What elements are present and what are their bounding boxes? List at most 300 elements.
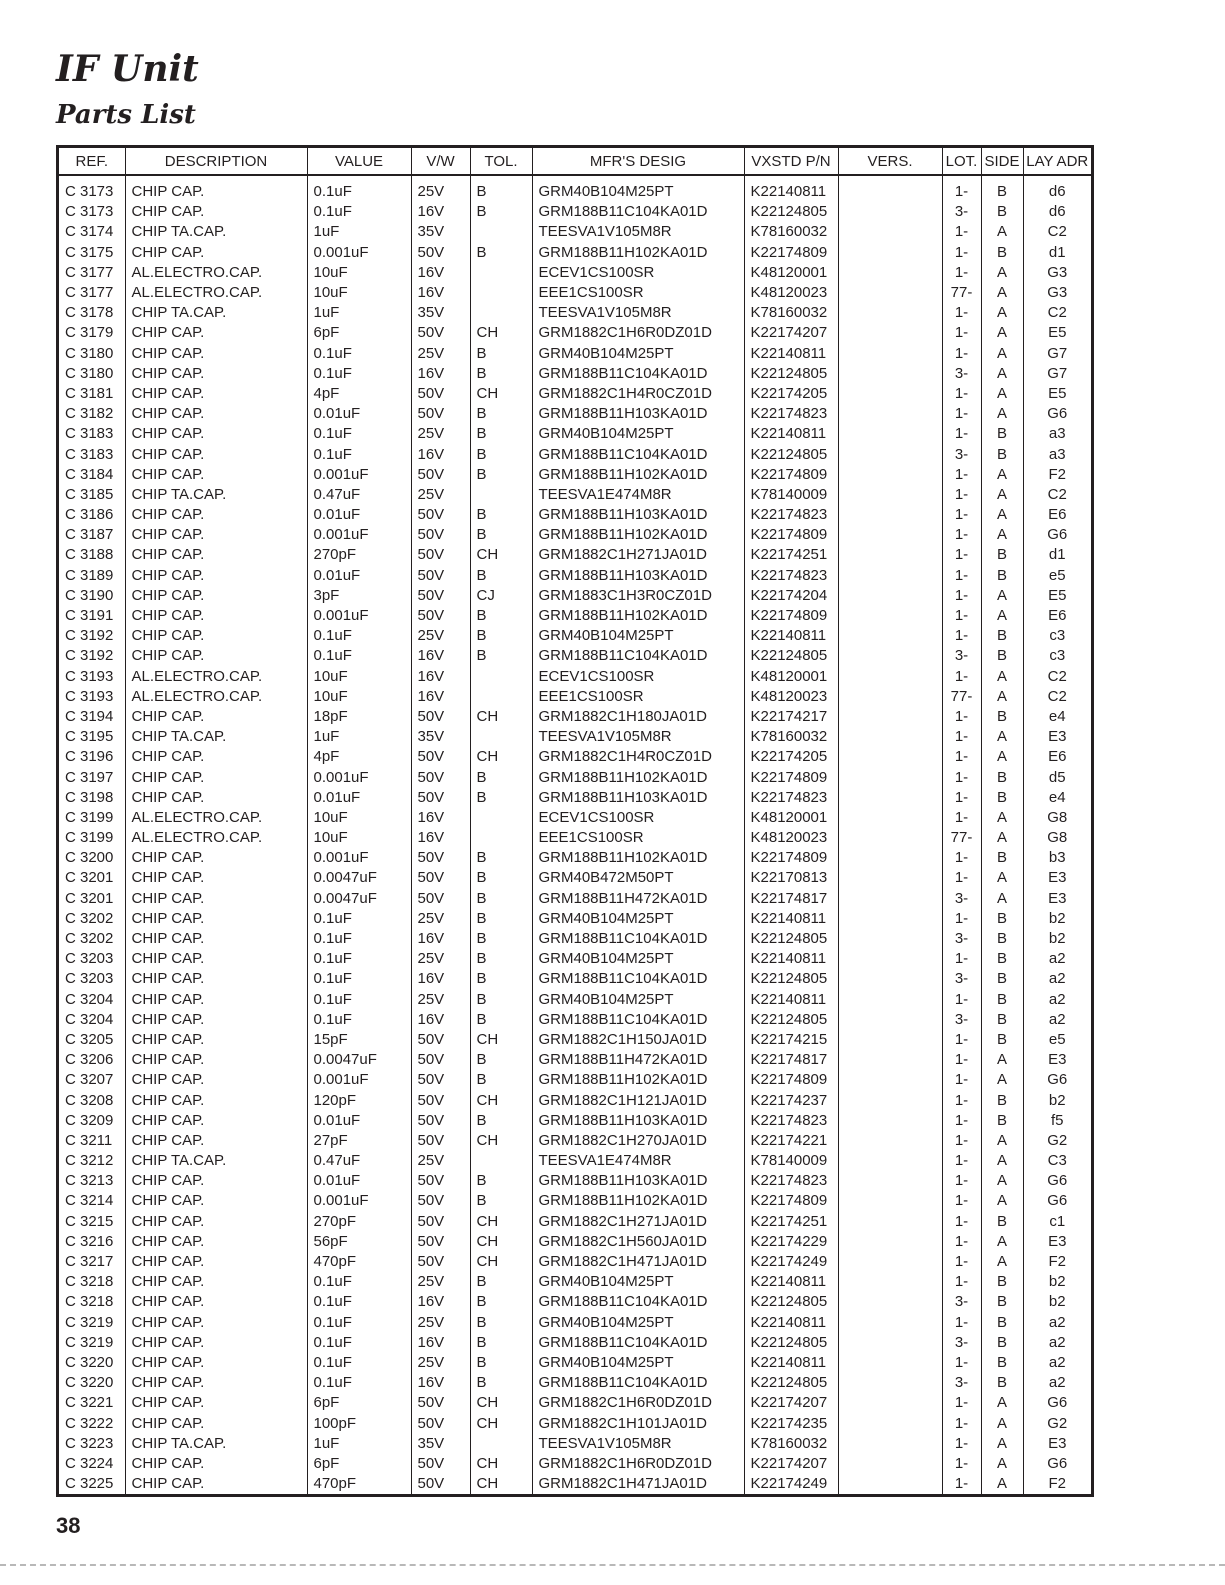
table-row xyxy=(59,606,1091,626)
cell-description: CHIP CAP. xyxy=(125,1333,307,1353)
cell-mfr-desig: GRM1882C1H4R0CZ01D xyxy=(532,384,744,404)
cell-ref: C 3177 xyxy=(59,283,125,303)
cell-vw: 50V xyxy=(411,243,470,263)
cell-tol: B xyxy=(470,1191,532,1211)
cell-side: A xyxy=(981,1393,1023,1413)
cell-vers xyxy=(838,646,942,666)
cell-side: B xyxy=(981,1353,1023,1373)
cell-description: CHIP TA.CAP. xyxy=(125,222,307,242)
cell-lay-adr: b2 xyxy=(1048,930,1066,948)
cell-lot: 3- xyxy=(942,1333,981,1353)
cell-vers xyxy=(838,626,942,646)
cell-mfr-desig: GRM188B11H103KA01D xyxy=(532,505,744,525)
cell-tol: CH xyxy=(470,384,532,404)
cell-value: 10uF xyxy=(307,808,411,828)
table-row xyxy=(59,303,1091,323)
cell-description: CHIP CAP. xyxy=(125,1454,307,1474)
cell-ref: C 3196 xyxy=(59,747,125,767)
cell-lot: 1- xyxy=(942,566,981,586)
cell-lay-adr: F2 xyxy=(1048,1253,1066,1271)
cell-value: 0.01uF xyxy=(307,1171,411,1191)
cell-lot: 1- xyxy=(942,707,981,727)
column-header-vers: VERS. xyxy=(838,148,942,175)
table-row xyxy=(59,788,1091,808)
cell-vw: 50V xyxy=(411,1212,470,1232)
cell-value: 1uF xyxy=(307,727,411,747)
cell-vw: 16V xyxy=(411,646,470,666)
cell-vers xyxy=(838,424,942,444)
cell-vxstd-pn: K78160032 xyxy=(744,727,838,747)
cell-tol xyxy=(470,687,532,707)
cell-value: 0.1uF xyxy=(307,444,411,464)
cell-value: 1uF xyxy=(307,222,411,242)
cell-side: A xyxy=(981,1131,1023,1151)
cell-ref: C 3214 xyxy=(59,1191,125,1211)
cell-mfr-desig: GRM188B11C104KA01D xyxy=(532,646,744,666)
cell-vers xyxy=(838,1171,942,1191)
cell-tol: B xyxy=(470,606,532,626)
cell-lot: 1- xyxy=(942,788,981,808)
cell-tol xyxy=(470,283,532,303)
cell-tol: B xyxy=(470,1353,532,1373)
cell-side: A xyxy=(981,1454,1023,1474)
cell-mfr-desig: GRM40B104M25PT xyxy=(532,424,744,444)
cell-ref: C 3203 xyxy=(59,969,125,989)
cell-value: 0.01uF xyxy=(307,404,411,424)
cell-lay-adr: e4 xyxy=(1048,707,1066,725)
page-number: 38 xyxy=(56,1513,81,1538)
table-row xyxy=(59,1272,1091,1292)
cell-tol: B xyxy=(470,344,532,364)
cell-mfr-desig: EEE1CS100SR xyxy=(532,828,744,848)
cell-tol: CH xyxy=(470,1413,532,1433)
table-row xyxy=(59,465,1091,485)
cell-description: CHIP CAP. xyxy=(125,1353,307,1373)
cell-tol: B xyxy=(470,889,532,909)
cell-lay-adr: E3 xyxy=(1048,728,1067,746)
cell-mfr-desig: GRM1882C1H6R0DZ01D xyxy=(532,323,744,343)
cell-vxstd-pn: K48120001 xyxy=(744,808,838,828)
cell-vers xyxy=(838,606,942,626)
cell-value: 0.1uF xyxy=(307,424,411,444)
cell-mfr-desig: GRM40B104M25PT xyxy=(532,1313,744,1333)
cell-vxstd-pn: K48120001 xyxy=(744,263,838,283)
cell-ref: C 3181 xyxy=(59,384,125,404)
cell-ref: C 3180 xyxy=(59,364,125,384)
cell-value: 0.1uF xyxy=(307,1010,411,1030)
cell-lot: 1- xyxy=(942,1050,981,1070)
cell-mfr-desig: GRM1882C1H560JA01D xyxy=(532,1232,744,1252)
cell-ref: C 3223 xyxy=(59,1434,125,1454)
cell-vers xyxy=(838,1272,942,1292)
cell-mfr-desig: TEESVA1V105M8R xyxy=(532,303,744,323)
cell-ref: C 3199 xyxy=(59,828,125,848)
cell-ref: C 3173 xyxy=(59,182,125,202)
cell-vers xyxy=(838,384,942,404)
cell-vw: 50V xyxy=(411,1252,470,1272)
cell-vers xyxy=(838,404,942,424)
cell-side: B xyxy=(981,767,1023,787)
cell-value: 270pF xyxy=(307,1212,411,1232)
cell-lot: 1- xyxy=(942,909,981,929)
cell-mfr-desig: GRM188B11H102KA01D xyxy=(532,243,744,263)
cell-side: A xyxy=(981,364,1023,384)
cell-tol: B xyxy=(470,202,532,222)
table-row xyxy=(59,485,1091,505)
cell-vw: 50V xyxy=(411,323,470,343)
cell-description: CHIP CAP. xyxy=(125,1232,307,1252)
cell-ref: C 3192 xyxy=(59,626,125,646)
cell-vw: 25V xyxy=(411,1272,470,1292)
cell-lot: 1- xyxy=(942,1212,981,1232)
table-row xyxy=(59,868,1091,888)
cell-lot: 3- xyxy=(942,1373,981,1393)
cell-ref: C 3220 xyxy=(59,1353,125,1373)
page-edge-divider xyxy=(0,1564,1225,1566)
cell-side: A xyxy=(981,606,1023,626)
table-row xyxy=(59,1373,1091,1393)
cell-mfr-desig: GRM188B11C104KA01D xyxy=(532,444,744,464)
cell-mfr-desig: GRM40B104M25PT xyxy=(532,949,744,969)
cell-tol: B xyxy=(470,404,532,424)
table-row xyxy=(59,1070,1091,1090)
cell-vers xyxy=(838,303,942,323)
cell-side: B xyxy=(981,1333,1023,1353)
cell-description: CHIP CAP. xyxy=(125,1191,307,1211)
cell-lay-adr: a2 xyxy=(1048,970,1066,988)
cell-value: 0.001uF xyxy=(307,525,411,545)
cell-vers xyxy=(838,889,942,909)
cell-lot: 77- xyxy=(942,283,981,303)
cell-vw: 50V xyxy=(411,606,470,626)
cell-side: A xyxy=(981,667,1023,687)
cell-vw: 16V xyxy=(411,1292,470,1312)
cell-side: A xyxy=(981,747,1023,767)
cell-description: CHIP CAP. xyxy=(125,1030,307,1050)
cell-vers xyxy=(838,929,942,949)
cell-ref: C 3197 xyxy=(59,767,125,787)
cell-lot: 1- xyxy=(942,1313,981,1333)
cell-tol: B xyxy=(470,243,532,263)
cell-lay-adr: c3 xyxy=(1049,627,1066,645)
cell-side: B xyxy=(981,1010,1023,1030)
cell-description: CHIP CAP. xyxy=(125,788,307,808)
cell-description: CHIP CAP. xyxy=(125,969,307,989)
cell-vxstd-pn: K22174809 xyxy=(744,465,838,485)
cell-vers xyxy=(838,566,942,586)
cell-lay-adr: d1 xyxy=(1048,546,1066,564)
cell-vers xyxy=(838,687,942,707)
cell-vxstd-pn: K22124805 xyxy=(744,1010,838,1030)
cell-vers xyxy=(838,909,942,929)
cell-value: 0.0047uF xyxy=(307,889,411,909)
cell-vw: 50V xyxy=(411,1413,470,1433)
column-header-mfr-desig: MFR'S DESIG xyxy=(532,148,744,175)
cell-lot: 1- xyxy=(942,1171,981,1191)
cell-tol: B xyxy=(470,1171,532,1191)
cell-lay-adr: G6 xyxy=(1047,526,1068,544)
cell-vw: 25V xyxy=(411,424,470,444)
cell-value: 0.1uF xyxy=(307,990,411,1010)
cell-lot: 1- xyxy=(942,1191,981,1211)
cell-description: CHIP TA.CAP. xyxy=(125,727,307,747)
cell-lot: 1- xyxy=(942,485,981,505)
cell-vw: 50V xyxy=(411,868,470,888)
cell-side: B xyxy=(981,1292,1023,1312)
cell-mfr-desig: GRM40B472M50PT xyxy=(532,868,744,888)
cell-mfr-desig: GRM40B104M25PT xyxy=(532,182,744,202)
cell-value: 0.47uF xyxy=(307,485,411,505)
cell-value: 0.001uF xyxy=(307,1191,411,1211)
cell-mfr-desig: GRM188B11H102KA01D xyxy=(532,848,744,868)
cell-tol: B xyxy=(470,909,532,929)
cell-lay-adr: e5 xyxy=(1048,1030,1066,1048)
cell-vers xyxy=(838,545,942,565)
cell-vxstd-pn: K78160032 xyxy=(744,1434,838,1454)
cell-mfr-desig: TEESVA1E474M8R xyxy=(532,485,744,505)
cell-lay-adr: E3 xyxy=(1048,1232,1067,1250)
cell-tol: B xyxy=(470,868,532,888)
cell-vxstd-pn: K22174823 xyxy=(744,404,838,424)
cell-value: 1uF xyxy=(307,303,411,323)
table-row xyxy=(59,202,1091,222)
cell-lay-adr: G7 xyxy=(1047,364,1068,382)
cell-vers xyxy=(838,202,942,222)
cell-value: 0.1uF xyxy=(307,1353,411,1373)
table-row xyxy=(59,243,1091,263)
cell-value: 4pF xyxy=(307,747,411,767)
cell-ref: C 3205 xyxy=(59,1030,125,1050)
cell-value: 0.1uF xyxy=(307,1333,411,1353)
cell-vw: 50V xyxy=(411,1474,470,1494)
cell-mfr-desig: GRM188B11H103KA01D xyxy=(532,404,744,424)
cell-vers xyxy=(838,1111,942,1131)
cell-lot: 3- xyxy=(942,364,981,384)
cell-vers xyxy=(838,485,942,505)
cell-lay-adr: a2 xyxy=(1048,1333,1066,1351)
cell-lot: 1- xyxy=(942,1151,981,1171)
cell-vers xyxy=(838,283,942,303)
cell-tol: B xyxy=(470,505,532,525)
cell-mfr-desig: GRM40B104M25PT xyxy=(532,909,744,929)
table-row xyxy=(59,1232,1091,1252)
cell-mfr-desig: GRM1882C1H4R0CZ01D xyxy=(532,747,744,767)
cell-vxstd-pn: K22124805 xyxy=(744,444,838,464)
cell-side: B xyxy=(981,444,1023,464)
cell-description: CHIP CAP. xyxy=(125,404,307,424)
cell-tol: B xyxy=(470,767,532,787)
cell-vw: 25V xyxy=(411,1313,470,1333)
cell-vers xyxy=(838,767,942,787)
column-header-tol: TOL. xyxy=(470,148,532,175)
cell-vw: 50V xyxy=(411,566,470,586)
cell-lot: 1- xyxy=(942,586,981,606)
cell-vxstd-pn: K78160032 xyxy=(744,222,838,242)
cell-side: A xyxy=(981,1151,1023,1171)
cell-mfr-desig: GRM1882C1H471JA01D xyxy=(532,1252,744,1272)
cell-tol: B xyxy=(470,1313,532,1333)
cell-vw: 16V xyxy=(411,364,470,384)
cell-ref: C 3219 xyxy=(59,1333,125,1353)
cell-vw: 50V xyxy=(411,1111,470,1131)
cell-vxstd-pn: K22170813 xyxy=(744,868,838,888)
cell-description: CHIP CAP. xyxy=(125,1111,307,1131)
cell-ref: C 3218 xyxy=(59,1272,125,1292)
cell-lot: 1- xyxy=(942,848,981,868)
cell-mfr-desig: GRM188B11C104KA01D xyxy=(532,364,744,384)
cell-description: CHIP TA.CAP. xyxy=(125,1151,307,1171)
cell-lay-adr: G6 xyxy=(1047,1394,1068,1412)
cell-vers xyxy=(838,344,942,364)
cell-vers xyxy=(838,222,942,242)
table-row xyxy=(59,848,1091,868)
table-row xyxy=(59,525,1091,545)
header-gap-row xyxy=(59,175,1091,182)
table-body xyxy=(59,175,1091,1494)
cell-description: CHIP CAP. xyxy=(125,626,307,646)
cell-side: A xyxy=(981,1252,1023,1272)
table-row xyxy=(59,1413,1091,1433)
table-row xyxy=(59,222,1091,242)
cell-lot: 1- xyxy=(942,606,981,626)
cell-side: A xyxy=(981,1232,1023,1252)
cell-vxstd-pn: K22174205 xyxy=(744,747,838,767)
cell-lay-adr: C2 xyxy=(1047,304,1067,322)
cell-vers xyxy=(838,505,942,525)
cell-mfr-desig: ECEV1CS100SR xyxy=(532,263,744,283)
cell-description: CHIP CAP. xyxy=(125,1090,307,1110)
cell-lay-adr: d5 xyxy=(1048,768,1066,786)
cell-tol: B xyxy=(470,969,532,989)
cell-tol xyxy=(470,667,532,687)
cell-description: CHIP CAP. xyxy=(125,1131,307,1151)
cell-vers xyxy=(838,1353,942,1373)
cell-side: B xyxy=(981,707,1023,727)
cell-description: CHIP CAP. xyxy=(125,364,307,384)
cell-vxstd-pn: K22174809 xyxy=(744,767,838,787)
cell-value: 6pF xyxy=(307,1393,411,1413)
cell-vers xyxy=(838,1010,942,1030)
table-row xyxy=(59,909,1091,929)
cell-ref: C 3179 xyxy=(59,323,125,343)
cell-vxstd-pn: K78140009 xyxy=(744,1151,838,1171)
table-row xyxy=(59,283,1091,303)
cell-vxstd-pn: K22174235 xyxy=(744,1413,838,1433)
cell-tol: CH xyxy=(470,1454,532,1474)
table-row xyxy=(59,949,1091,969)
cell-lot: 1- xyxy=(942,525,981,545)
cell-side: A xyxy=(981,586,1023,606)
cell-tol xyxy=(470,263,532,283)
cell-vw: 35V xyxy=(411,1434,470,1454)
cell-vw: 16V xyxy=(411,667,470,687)
cell-lot: 1- xyxy=(942,949,981,969)
cell-ref: C 3192 xyxy=(59,646,125,666)
cell-tol: CH xyxy=(470,1474,532,1494)
cell-lay-adr: c3 xyxy=(1049,647,1066,665)
cell-vers xyxy=(838,525,942,545)
cell-vw: 35V xyxy=(411,727,470,747)
cell-vxstd-pn: K22174204 xyxy=(744,586,838,606)
cell-tol: CH xyxy=(470,1030,532,1050)
cell-vw: 50V xyxy=(411,1131,470,1151)
cell-mfr-desig: TEESVA1V105M8R xyxy=(532,222,744,242)
cell-mfr-desig: GRM188B11C104KA01D xyxy=(532,929,744,949)
cell-lay-adr: d1 xyxy=(1048,243,1066,261)
cell-vers xyxy=(838,1030,942,1050)
cell-lot: 1- xyxy=(942,1090,981,1110)
cell-lay-adr: G6 xyxy=(1047,1454,1068,1472)
cell-mfr-desig: GRM188B11C104KA01D xyxy=(532,1292,744,1312)
column-header-side: SIDE xyxy=(981,148,1023,175)
cell-ref: C 3219 xyxy=(59,1313,125,1333)
cell-ref: C 3183 xyxy=(59,444,125,464)
cell-vw: 50V xyxy=(411,1050,470,1070)
cell-vers xyxy=(838,969,942,989)
table-row xyxy=(59,364,1091,384)
cell-lot: 1- xyxy=(942,404,981,424)
cell-lot: 1- xyxy=(942,1111,981,1131)
cell-value: 0.1uF xyxy=(307,1313,411,1333)
column-header-lay-adr: LAY ADR xyxy=(1023,148,1091,175)
cell-vw: 25V xyxy=(411,485,470,505)
cell-vxstd-pn: K22174251 xyxy=(744,1212,838,1232)
cell-vers xyxy=(838,586,942,606)
cell-side: B xyxy=(981,1272,1023,1292)
cell-vw: 50V xyxy=(411,1454,470,1474)
cell-description: CHIP CAP. xyxy=(125,202,307,222)
table-row xyxy=(59,808,1091,828)
cell-ref: C 3178 xyxy=(59,303,125,323)
cell-lay-adr: a2 xyxy=(1048,1353,1066,1371)
cell-vxstd-pn: K22174207 xyxy=(744,323,838,343)
cell-ref: C 3208 xyxy=(59,1090,125,1110)
cell-ref: C 3201 xyxy=(59,889,125,909)
table-row xyxy=(59,1191,1091,1211)
cell-lay-adr: b2 xyxy=(1048,909,1066,927)
cell-tol xyxy=(470,808,532,828)
cell-vw: 50V xyxy=(411,1090,470,1110)
cell-mfr-desig: EEE1CS100SR xyxy=(532,283,744,303)
cell-tol: B xyxy=(470,990,532,1010)
table-row xyxy=(59,767,1091,787)
cell-lot: 1- xyxy=(942,667,981,687)
cell-mfr-desig: GRM188B11H103KA01D xyxy=(532,788,744,808)
cell-tol: B xyxy=(470,929,532,949)
cell-description: CHIP CAP. xyxy=(125,707,307,727)
cell-description: CHIP CAP. xyxy=(125,1373,307,1393)
cell-vw: 50V xyxy=(411,1191,470,1211)
cell-vxstd-pn: K22174809 xyxy=(744,243,838,263)
cell-ref: C 3199 xyxy=(59,808,125,828)
cell-description: CHIP CAP. xyxy=(125,990,307,1010)
cell-description: CHIP CAP. xyxy=(125,949,307,969)
cell-vw: 35V xyxy=(411,303,470,323)
cell-lot: 3- xyxy=(942,444,981,464)
cell-mfr-desig: GRM1882C1H150JA01D xyxy=(532,1030,744,1050)
cell-tol: CH xyxy=(470,1212,532,1232)
cell-ref: C 3184 xyxy=(59,465,125,485)
table-row xyxy=(59,586,1091,606)
cell-vxstd-pn: K22124805 xyxy=(744,1373,838,1393)
cell-vxstd-pn: K22124805 xyxy=(744,646,838,666)
cell-side: A xyxy=(981,1050,1023,1070)
cell-vxstd-pn: K22140811 xyxy=(744,990,838,1010)
cell-vxstd-pn: K22174817 xyxy=(744,889,838,909)
cell-ref: C 3224 xyxy=(59,1454,125,1474)
cell-lot: 1- xyxy=(942,465,981,485)
cell-vers xyxy=(838,1292,942,1312)
